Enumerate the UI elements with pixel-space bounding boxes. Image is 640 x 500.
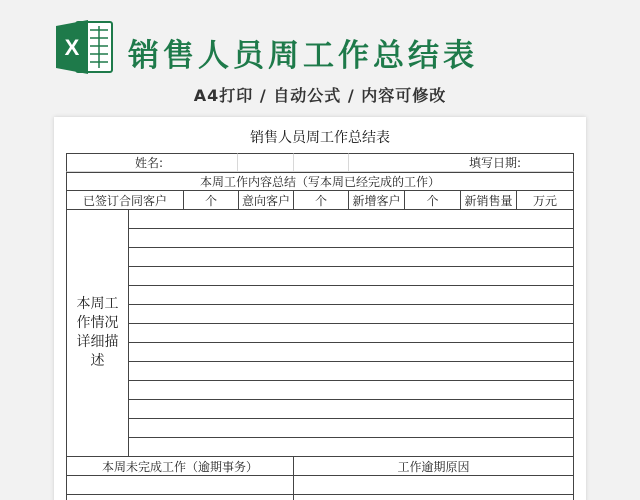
banner-title: 销售人员周工作总结表 [128,38,478,74]
header-info-row [66,153,574,172]
signed-clients-label: 已签订合同客户 [66,191,184,210]
reason-cell[interactable] [294,495,574,500]
new-clients-unit[interactable]: 个 [405,191,461,210]
date-label: 填写日期: [349,153,574,172]
intent-clients-unit[interactable]: 个 [294,191,349,210]
reason-cell[interactable] [294,476,574,495]
excel-icon [54,18,114,76]
banner [0,0,640,110]
unfinished-cell[interactable] [66,476,294,495]
signed-clients-unit[interactable]: 个 [184,191,239,210]
detail-line[interactable] [129,229,574,248]
detail-line[interactable] [129,305,574,324]
banner-subtitle: A4打印 / 自动公式 / 内容可修改 [193,86,447,105]
new-sales-unit[interactable]: 万元 [517,191,574,210]
unfinished-row [66,495,574,500]
unfinished-header-row [66,457,574,476]
svg-text:X: X [64,35,80,60]
detail-label: 本周工作情况详细描述 [66,210,129,457]
detail-line[interactable] [129,248,574,267]
worksheet [54,117,586,500]
new-sales-label: 新销售量 [461,191,517,210]
detail-line[interactable] [129,419,574,438]
sheet-title: 销售人员周工作总结表 [250,130,390,146]
detail-lines [129,210,574,457]
detail-line[interactable] [129,362,574,381]
summary-header-row [66,172,574,191]
name-label: 姓名: [66,153,238,172]
unfinished-cell[interactable] [66,495,294,500]
detail-line[interactable] [129,286,574,305]
summary-header: 本周工作内容总结（写本周已经完成的工作） [66,172,574,191]
detail-line[interactable] [129,210,574,229]
stats-row [66,191,574,210]
name-input-cell-2[interactable] [294,153,349,172]
intent-clients-label: 意向客户 [239,191,294,210]
detail-line[interactable] [129,324,574,343]
unfinished-header: 本周未完成工作（逾期事务） [66,457,294,476]
detail-line[interactable] [129,438,574,457]
new-clients-label: 新增客户 [349,191,405,210]
detail-block [66,210,574,457]
reason-header: 工作逾期原因 [294,457,574,476]
detail-line[interactable] [129,400,574,419]
name-input-cell[interactable] [238,153,294,172]
detail-line[interactable] [129,381,574,400]
detail-line[interactable] [129,267,574,286]
detail-line[interactable] [129,343,574,362]
form-grid [66,153,574,500]
unfinished-row [66,476,574,495]
